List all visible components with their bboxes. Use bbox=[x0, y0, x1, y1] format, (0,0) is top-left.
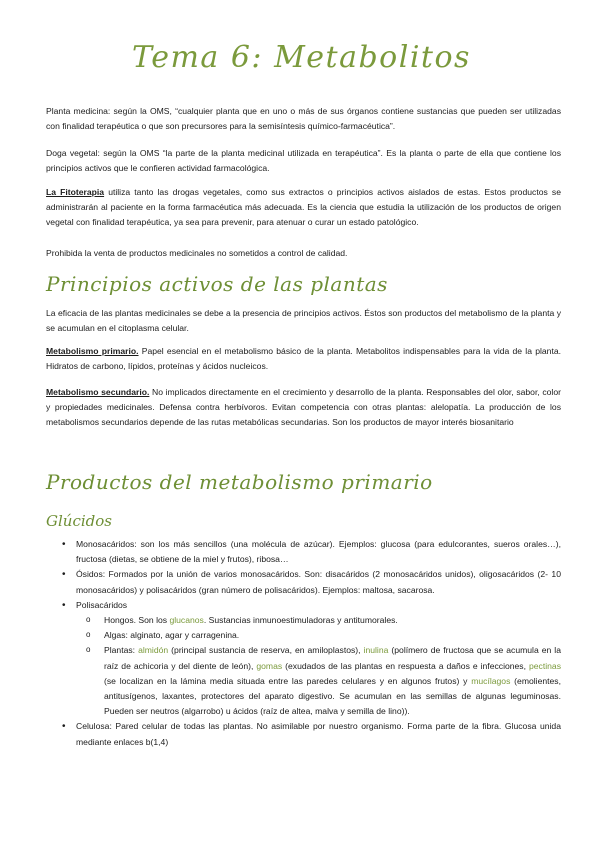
polisacaridos-sublist bbox=[76, 613, 561, 719]
page-title: Tema 6: Metabolitos bbox=[132, 40, 471, 75]
paragraph-prohibida: Prohibida la venta de productos medicinales no sometidos a control de calidad. bbox=[46, 248, 348, 258]
plantas-text-d: (exudados de las plantas en respuesta a daños e infecciones, bbox=[282, 660, 529, 671]
heading-principios-activos: Principios activos de las plantas bbox=[46, 272, 388, 296]
sublist-item-hongos bbox=[76, 613, 561, 628]
hongos-text-b: . Sustancias inmunoestimuladoras y antitumorales. bbox=[203, 615, 398, 626]
paragraph-eficacia: La eficacia de las plantas medicinales se debe a la presencia de principios activos. Éstos son productos del metabolismo de la planta y se acumulan en el citoplasma celular. bbox=[46, 308, 561, 333]
term-metabolismo-primario: Metabolismo primario. bbox=[46, 346, 139, 356]
paragraph-fitoterapia bbox=[46, 185, 561, 230]
term-almidon: almidón bbox=[138, 645, 169, 656]
plantas-text-b: (principal sustancia de reserva, en amiloplastos), bbox=[168, 645, 364, 656]
term-mucilagos: mucílagos bbox=[471, 675, 511, 686]
list-item-polisacaridos bbox=[46, 598, 561, 720]
heading-glucidos: Glúcidos bbox=[46, 512, 112, 530]
metabolismo-secundario-text: No implicados directamente en el crecimiento y desarrollo de la planta. Responsables del olor, sabor, color y propiedades medicinales. Defensa contra herbívoros. Evitan competencia con otras plantas: alelopatía. La producción de los metabolismos secundarios depende de las rutas metabólicas secundarias. Son los productos de mayor interés biosanitario bbox=[46, 387, 561, 427]
sublist-item-plantas bbox=[76, 643, 561, 719]
term-glucanos: glucanos bbox=[169, 615, 204, 626]
term-pectinas: pectinas bbox=[528, 660, 561, 671]
polisacaridos-label: Polisacáridos bbox=[76, 599, 128, 610]
list-item-monosacaridos: • Monosacáridos: son los más sencillos (una molécula de azúcar). Ejemplos: glucosa (para edulcorantes, sueros orales…), fructosa (dietas, se obtiene de la miel y frutos), ribosa… bbox=[46, 537, 561, 567]
term-gomas: gomas bbox=[256, 660, 283, 671]
list-item-osidos: • Ósidos: Formados por la unión de varios monosacáridos. Son: disacáridos (2 monosacáridos unidos), oligosacáridos (2- 10 monosacáridos) y polisacáridos (gran número de polisacáridos). Ejemplos: maltosa, sacarosa. bbox=[46, 567, 561, 597]
term-inulina: inulina bbox=[363, 645, 389, 656]
sublist-item-algas: o Algas: alginato, agar y carragenina. bbox=[76, 628, 561, 643]
plantas-text-e: (se localizan en la lámina media situada entre las paredes celulares y en algunos frutos) y bbox=[104, 675, 472, 686]
hongos-text-a: Hongos. Son los bbox=[104, 615, 170, 626]
paragraph-metabolismo-primario bbox=[46, 344, 561, 374]
glucidos-list bbox=[46, 537, 561, 750]
metabolismo-primario-text: Papel esencial en el metabolismo básico de la planta. Metabolitos indispensables para la vida de la planta. Hidratos de carbono, lípidos, proteínas y ácidos nucleicos. bbox=[46, 346, 561, 371]
term-metabolismo-secundario: Metabolismo secundario. bbox=[46, 387, 150, 397]
list-item-celulosa: • Celulosa: Pared celular de todas las plantas. No asimilable por nuestro organismo. Forma parte de la fibra. Glucosa unida mediante enlaces b(1,4) bbox=[46, 719, 561, 749]
paragraph-planta-medicina: Planta medicina: según la OMS, “cualquier planta que en uno o más de sus órganos contiene sustancias que pueden ser utilizadas con finalidad terapéutica o que son precursores para la semisíntesis químico-farmacéutica”. bbox=[46, 106, 561, 131]
heading-metabolismo-primario: Productos del metabolismo primario bbox=[46, 470, 433, 494]
plantas-text-c: (polímero de fructosa que se acumula en la raíz de achicoria y del diente de león), bbox=[104, 645, 561, 671]
term-fitoterapia: La Fitoterapia bbox=[46, 187, 105, 197]
paragraph-metabolismo-secundario bbox=[46, 385, 561, 430]
plantas-text-f: (emolientes, antitusígenos, laxantes, protectores del aparato digestivo. Se acumulan en las semillas de algunas leguminosas. Pueden ser neutros (algarrobo) u ácidos (raíz de altea, malva y semilla de lino)). bbox=[104, 675, 561, 717]
fitoterapia-text: utiliza tanto las drogas vegetales, como sus extractos o principios activos aislados de estas. Estos productos se administrarán al paciente en la forma farmacéutica más adecuada. Es la ciencia que estudia la utilización de los productos de origen vegetal con finalidad terapéutica, ya sea para prevenir, para atenuar o curar un estado patológico. bbox=[46, 187, 561, 227]
plantas-text-a: Plantas: bbox=[104, 645, 139, 656]
paragraph-droga-vegetal: Doga vegetal: según la OMS “la parte de la planta medicinal utilizada en terapéutica”. Es la planta o parte de ella que contiene los principios activos que le confieren actividad farmacológica. bbox=[46, 148, 561, 173]
